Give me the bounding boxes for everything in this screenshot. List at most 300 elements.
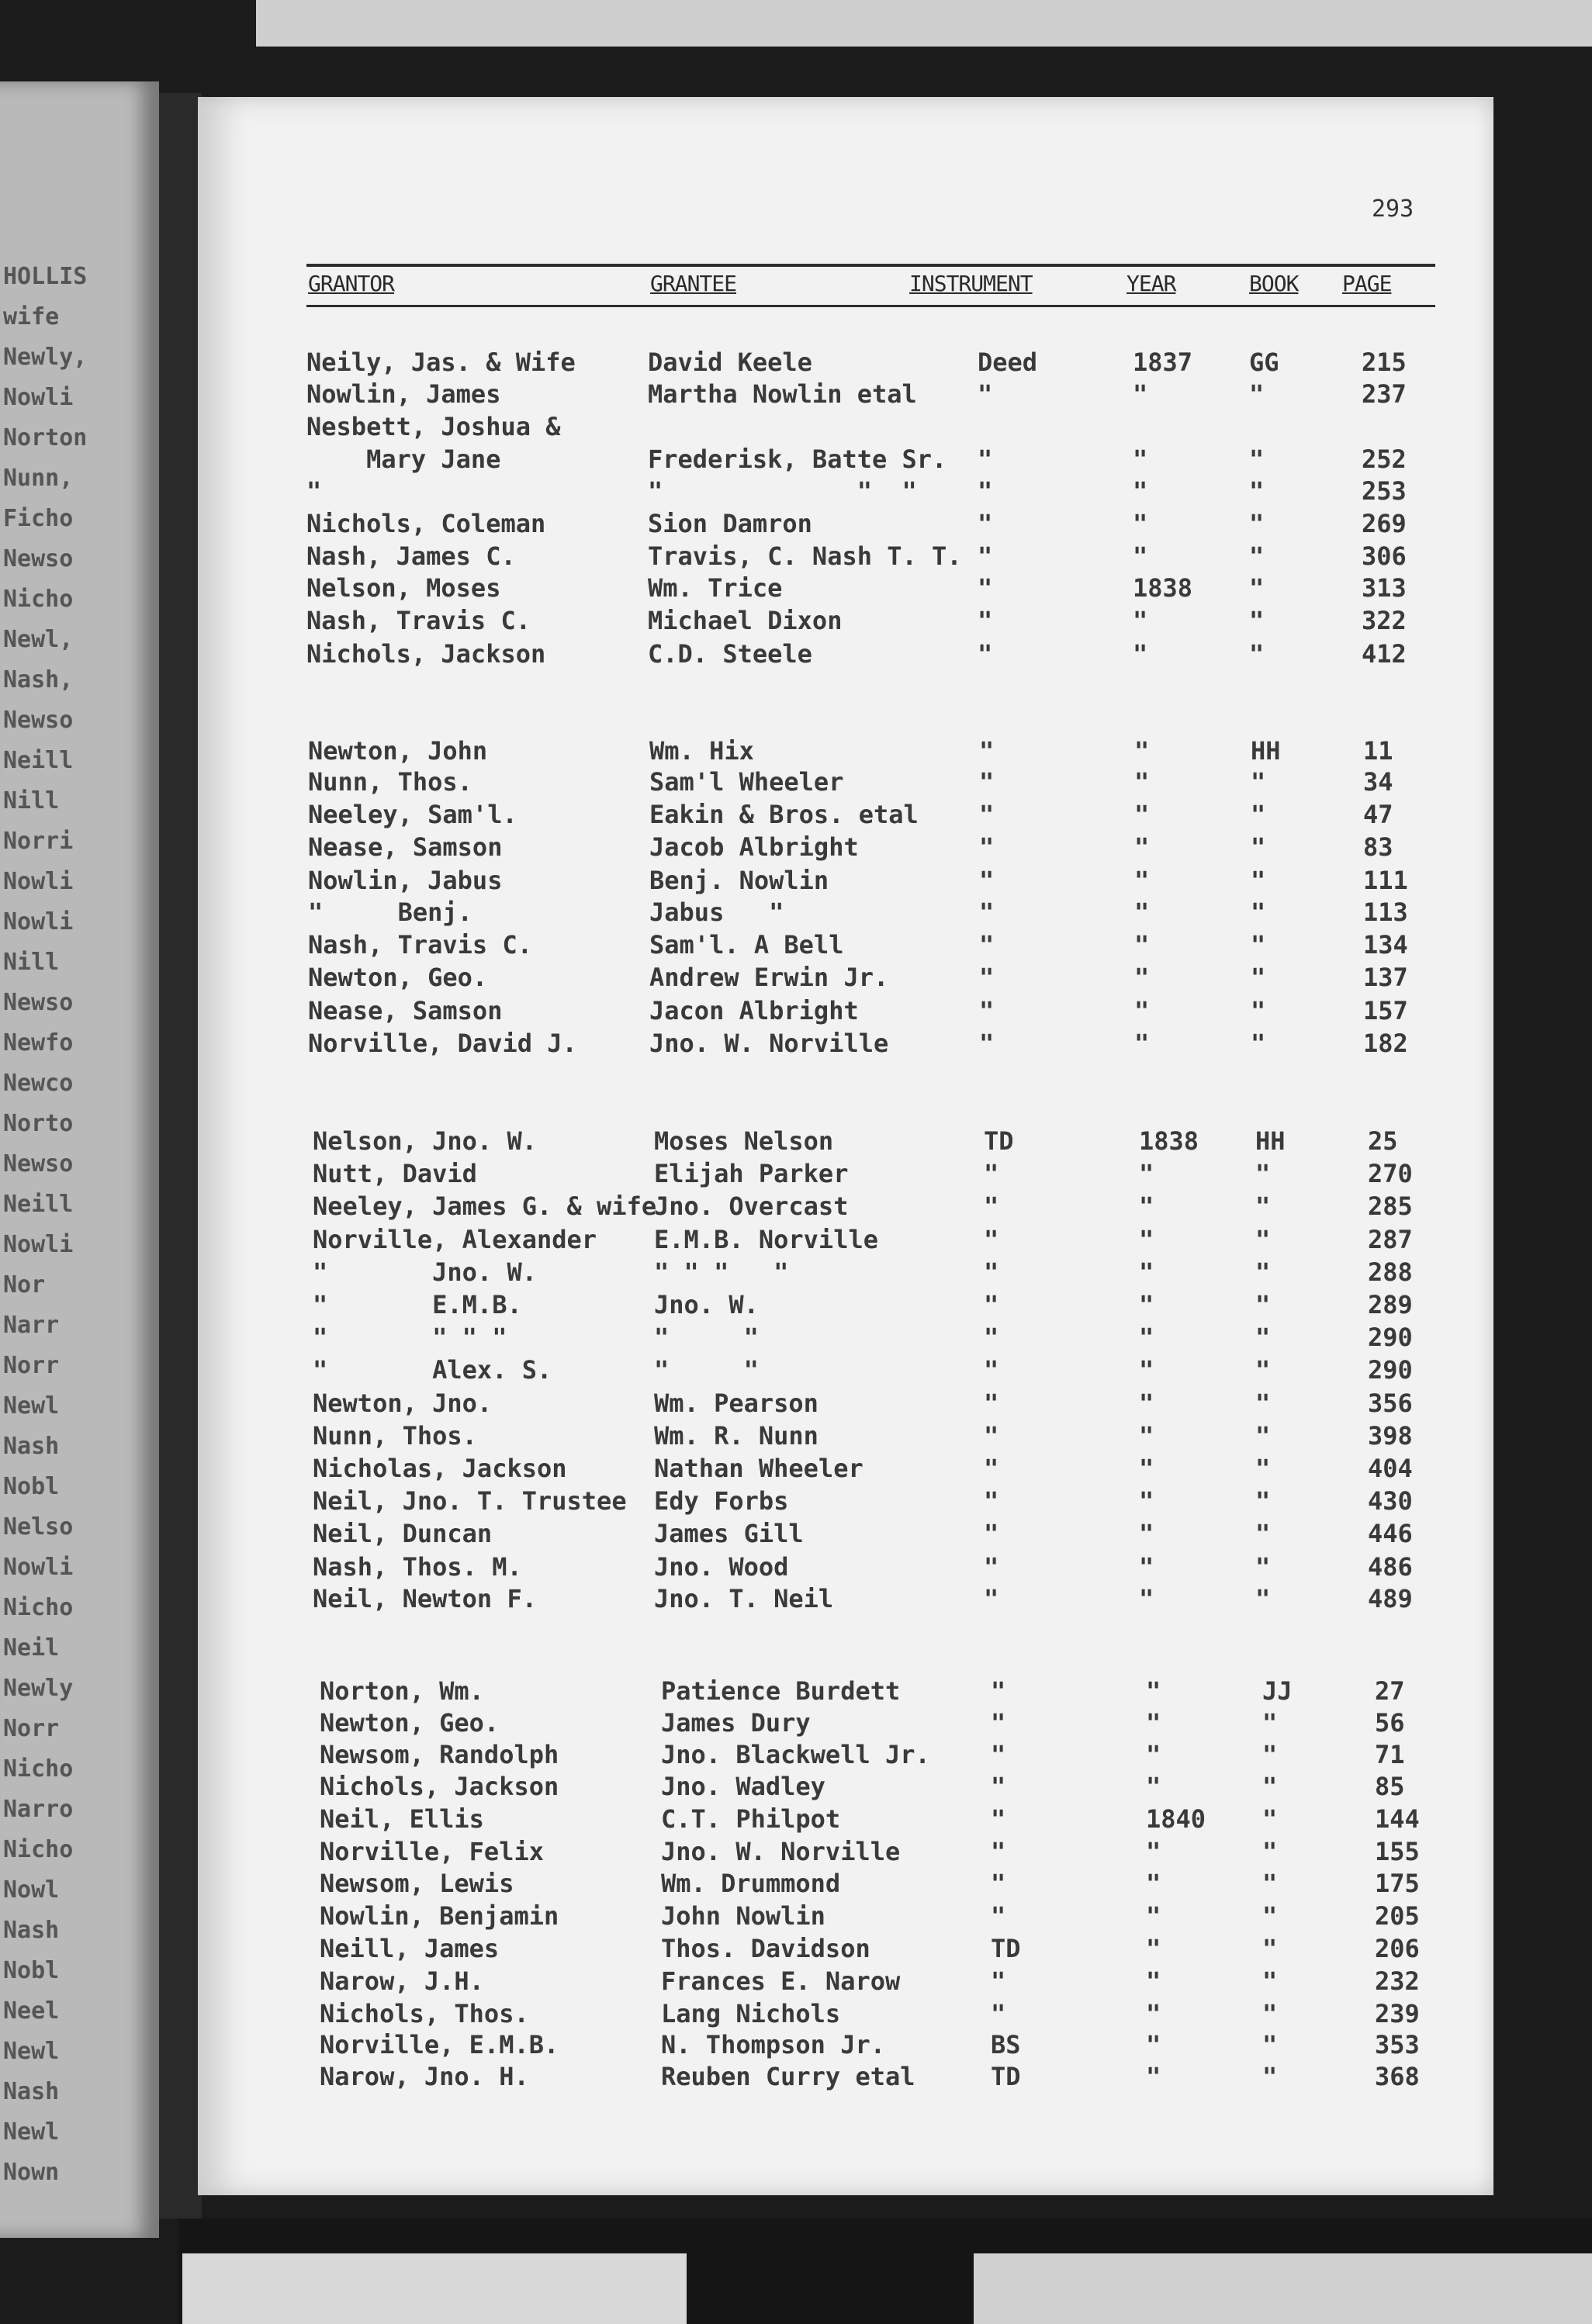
ledger-row: [308, 929, 1433, 960]
cell-grantee: Jacob Albright: [649, 832, 859, 862]
cell-page: 239: [1375, 1999, 1420, 2028]
cell-book: ": [1255, 1323, 1271, 1352]
cell-book: ": [1262, 1837, 1278, 1866]
cell-instrument: ": [984, 1323, 999, 1352]
cell-page: 232: [1375, 1966, 1420, 1996]
ledger-row: [313, 1453, 1438, 1484]
cell-instrument: ": [979, 832, 995, 862]
cell-grantee: Jno. Wadley: [661, 1772, 825, 1801]
cell-grantor: Nunn, Thos.: [313, 1421, 477, 1451]
cell-instrument: ": [991, 1772, 1006, 1801]
cell-instrument: ": [978, 444, 993, 474]
ledger-row: [313, 1354, 1438, 1385]
cell-page: 252: [1362, 444, 1407, 474]
cell-instrument: ": [979, 963, 995, 992]
cell-grantee: Martha Nowlin etal: [648, 379, 917, 409]
cell-year: ": [1133, 476, 1148, 506]
ledger-row: [308, 832, 1433, 863]
left-page-fragment: Nill: [3, 949, 60, 976]
cell-grantor: Nease, Samson: [308, 996, 503, 1025]
cell-book: ": [1255, 1519, 1271, 1548]
left-page-fragment: Newfo: [3, 1030, 74, 1057]
cell-page: 34: [1363, 767, 1393, 797]
cell-book: ": [1251, 996, 1266, 1025]
cell-page: 285: [1368, 1191, 1413, 1221]
cell-grantor: Neil, Jno. T. Trustee: [313, 1486, 627, 1516]
cell-book: GG: [1249, 348, 1279, 377]
cell-grantee: Andrew Erwin Jr.: [649, 963, 889, 992]
left-page-fragment: Newso: [3, 546, 74, 572]
left-page-fragment: Neill: [3, 748, 74, 774]
cell-grantee: Jno. W. Norville: [649, 1029, 889, 1058]
cell-year: ": [1139, 1584, 1154, 1613]
cell-grantor: Nichols, Thos.: [320, 1999, 529, 2028]
cell-grantee: Jno. W. Norville: [661, 1837, 901, 1866]
cell-page: 269: [1362, 509, 1407, 538]
cell-page: 430: [1368, 1486, 1413, 1516]
ledger-row: [313, 1485, 1438, 1516]
cell-year: ": [1139, 1552, 1154, 1582]
cell-grantor: Nash, Travis C.: [308, 930, 532, 960]
ledger-row: [313, 1224, 1438, 1255]
cell-page: 287: [1368, 1225, 1413, 1254]
left-page-fragment: Newl: [3, 2039, 60, 2065]
cell-grantor: Nowlin, James: [306, 379, 501, 409]
cell-book: HH: [1251, 736, 1281, 766]
cell-grantor: Neil, Ellis: [320, 1804, 484, 1834]
cell-year: ": [1146, 1901, 1161, 1931]
left-page-fragment: Neel: [3, 1998, 60, 2025]
left-page-fragment: Ficho: [3, 506, 74, 532]
cell-grantor: Norville, David J.: [308, 1029, 577, 1058]
cell-page: 111: [1363, 866, 1408, 895]
cell-instrument: ": [984, 1454, 999, 1483]
cell-grantee: Frances E. Narow: [661, 1966, 901, 1996]
cell-page: 253: [1362, 476, 1407, 506]
header-grantor: GRANTOR: [308, 271, 395, 296]
cell-year: ": [1134, 1029, 1150, 1058]
cell-grantor: Neill, James: [320, 1934, 500, 1963]
cell-book: ": [1262, 2062, 1278, 2091]
cell-grantee: Jacon Albright: [649, 996, 859, 1025]
cell-book: ": [1262, 1708, 1278, 1738]
cell-page: 205: [1375, 1901, 1420, 1931]
left-page-fragment: Newly: [3, 1676, 74, 1702]
left-page-fragment: HOLLIS: [3, 264, 88, 290]
cell-year: ": [1146, 1966, 1161, 1996]
cell-instrument: ": [991, 1869, 1006, 1898]
cell-grantor: Nash, Travis C.: [306, 606, 531, 635]
ledger-row: [306, 508, 1431, 539]
cell-book: ": [1251, 767, 1266, 797]
cell-grantee: Frederisk, Batte Sr.: [648, 444, 947, 474]
ledger-row: [320, 1836, 1445, 1867]
cell-page: 155: [1375, 1837, 1420, 1866]
ledger-row: [308, 766, 1433, 797]
cell-year: ": [1139, 1486, 1154, 1516]
cell-page: 134: [1363, 930, 1408, 960]
cell-year: 1838: [1133, 573, 1193, 603]
cell-instrument: ": [984, 1191, 999, 1221]
left-page-fragment: Nash: [3, 1918, 60, 1944]
cell-page: 71: [1375, 1740, 1405, 1769]
header-top-rule: [306, 264, 1435, 267]
cell-instrument: ": [984, 1519, 999, 1548]
cell-year: ": [1134, 930, 1150, 960]
cell-grantor: Newsom, Randolph: [320, 1740, 559, 1769]
cell-book: ": [1262, 1804, 1278, 1834]
cell-page: 398: [1368, 1421, 1413, 1451]
cell-book: ": [1251, 897, 1266, 927]
left-page-fragment: Narro: [3, 1797, 74, 1823]
cell-grantor: Norville, Alexander: [313, 1225, 597, 1254]
cell-book: ": [1249, 476, 1265, 506]
cell-instrument: ": [984, 1552, 999, 1582]
cell-book: ": [1255, 1389, 1271, 1418]
cell-book: ": [1262, 1740, 1278, 1769]
left-page-fragment: Nowli: [3, 869, 74, 895]
cell-year: ": [1134, 736, 1150, 766]
ledger-row: [308, 1028, 1433, 1059]
ledger-row: [313, 1126, 1438, 1157]
ledger-row: [320, 2029, 1445, 2060]
cell-instrument: ": [978, 541, 993, 571]
cell-grantor: Nowlin, Benjamin: [320, 1901, 559, 1931]
cell-grantor: " Benj.: [308, 897, 472, 927]
ledger-row: [320, 2061, 1445, 2092]
cell-grantor: Norton, Wm.: [320, 1676, 484, 1706]
cell-year: ": [1146, 1999, 1161, 2028]
ledger-row: [320, 1933, 1445, 1964]
cell-year: ": [1146, 1934, 1161, 1963]
cell-instrument: ": [978, 476, 993, 506]
cell-page: 215: [1362, 348, 1407, 377]
cell-grantor: Norville, E.M.B.: [320, 2030, 559, 2059]
cell-book: ": [1255, 1552, 1271, 1582]
cell-instrument: TD: [991, 1934, 1021, 1963]
cell-grantor: Narow, Jno. H.: [320, 2062, 529, 2091]
left-page-fragment: Nobl: [3, 1474, 60, 1500]
left-page-fragment: Nowli: [3, 1555, 74, 1581]
cell-instrument: ": [991, 1676, 1006, 1706]
cell-page: 144: [1375, 1804, 1420, 1834]
cell-grantor: " Alex. S.: [313, 1355, 552, 1385]
left-page-fragment: Nicho: [3, 1595, 74, 1621]
cell-page: 489: [1368, 1584, 1413, 1613]
ledger-row: [306, 379, 1431, 410]
cell-grantor: Newton, Geo.: [320, 1708, 500, 1738]
ledger-row: [306, 444, 1431, 475]
cell-book: ": [1255, 1584, 1271, 1613]
cell-grantee: " ": [654, 1355, 759, 1385]
cell-book: ": [1255, 1355, 1271, 1385]
header-instrument: INSTRUMENT: [909, 271, 1033, 296]
cell-grantee: N. Thompson Jr.: [661, 2030, 885, 2059]
left-page-fragment: Newco: [3, 1070, 74, 1097]
ledger-row: [313, 1551, 1438, 1582]
cell-grantee: Sam'l Wheeler: [649, 767, 844, 797]
ledger-row: [320, 1771, 1445, 1802]
cell-instrument: ": [991, 1708, 1006, 1738]
ledger-row: [320, 1900, 1445, 1931]
cell-year: 1837: [1133, 348, 1193, 377]
cell-book: ": [1251, 1029, 1266, 1058]
cell-instrument: ": [984, 1584, 999, 1613]
cell-grantee: Nathan Wheeler: [654, 1454, 863, 1483]
cell-instrument: ": [978, 606, 993, 635]
cell-grantee: Sam'l. A Bell: [649, 930, 844, 960]
left-page-fragment: Norr: [3, 1716, 60, 1742]
left-page-fragment: Nowli: [3, 909, 74, 935]
left-page-fragment: Nash: [3, 2079, 60, 2105]
header-year: YEAR: [1127, 271, 1176, 296]
cell-grantor: Neil, Newton F.: [313, 1584, 537, 1613]
cell-year: ": [1146, 2030, 1161, 2059]
cell-grantee: Wm. Pearson: [654, 1389, 818, 1418]
cell-page: 83: [1363, 832, 1393, 862]
cell-page: 206: [1375, 1934, 1420, 1963]
ledger-row: [313, 1518, 1438, 1549]
header-bottom-rule: [306, 305, 1435, 307]
left-page-fragment: Norton: [3, 425, 88, 451]
cell-grantee: Jno. T. Neil: [654, 1584, 834, 1613]
ledger-row: [320, 1739, 1445, 1770]
bottom-paper-edge-left: [182, 2253, 687, 2324]
cell-grantee: Benj. Nowlin: [649, 866, 829, 895]
left-page-fragment: Newly,: [3, 344, 88, 371]
cell-grantee: Jno. Blackwell Jr.: [661, 1740, 930, 1769]
left-page-fragment: Nash,: [3, 667, 74, 693]
cell-book: ": [1262, 1999, 1278, 2028]
cell-grantor: Nelson, Jno. W.: [313, 1126, 537, 1156]
cell-grantor: " E.M.B.: [313, 1290, 522, 1319]
cell-book: ": [1251, 832, 1266, 862]
cell-book: ": [1255, 1290, 1271, 1319]
cell-instrument: ": [991, 1837, 1006, 1866]
left-page-fragment: Newl: [3, 1393, 60, 1420]
left-page-fragment: Nobl: [3, 1958, 60, 1984]
ledger-row: [320, 1707, 1445, 1738]
ledger-row: [308, 865, 1433, 896]
header-page: PAGE: [1342, 271, 1392, 296]
left-page-fragment: Newso: [3, 1151, 74, 1178]
cell-grantee: Jno. Overcast: [654, 1191, 849, 1221]
cell-year: ": [1146, 1772, 1161, 1801]
cell-instrument: ": [978, 379, 993, 409]
cell-year: ": [1134, 866, 1150, 895]
cell-grantee: James Gill: [654, 1519, 804, 1548]
cell-grantee: Wm. Hix: [649, 736, 754, 766]
cell-year: ": [1146, 1740, 1161, 1769]
cell-page: 404: [1368, 1454, 1413, 1483]
ledger-row: [320, 1868, 1445, 1899]
cell-grantee: Jno. W.: [654, 1290, 759, 1319]
ledger-row: [313, 1322, 1438, 1353]
cell-grantee: Eakin & Bros. etal: [649, 800, 919, 829]
cell-instrument: ": [991, 1901, 1006, 1931]
cell-book: HH: [1255, 1126, 1286, 1156]
left-page-fragment: Neill: [3, 1191, 74, 1218]
cell-grantee: E.M.B. Norville: [654, 1225, 878, 1254]
cell-book: ": [1251, 866, 1266, 895]
cell-year: ": [1133, 444, 1148, 474]
left-page-fragment: Norr: [3, 1353, 60, 1379]
cell-grantor: Nicholas, Jackson: [313, 1454, 567, 1483]
cell-year: ": [1139, 1159, 1154, 1188]
cell-instrument: ": [984, 1290, 999, 1319]
cell-book: ": [1262, 2030, 1278, 2059]
left-page-fragment: Nicho: [3, 1756, 74, 1783]
cell-grantor: Nesbett, Joshua &: [306, 412, 561, 441]
cell-book: ": [1251, 930, 1266, 960]
header-book: BOOK: [1249, 271, 1299, 296]
cell-book: ": [1262, 1772, 1278, 1801]
cell-grantor: Nash, James C.: [306, 541, 516, 571]
cell-grantor: " Jno. W.: [313, 1257, 537, 1287]
left-page-fragment: Nowli: [3, 1232, 74, 1258]
cell-year: ": [1139, 1454, 1154, 1483]
ledger-row: [306, 572, 1431, 603]
cell-grantee: Jno. Wood: [654, 1552, 789, 1582]
cell-instrument: ": [991, 1999, 1006, 2028]
cell-grantor: Newton, Geo.: [308, 963, 488, 992]
cell-instrument: ": [984, 1257, 999, 1287]
cell-page: 353: [1375, 2030, 1420, 2059]
cell-page: 182: [1363, 1029, 1408, 1058]
cell-instrument: ": [978, 639, 993, 669]
cell-year: ": [1139, 1323, 1154, 1352]
cell-grantor: Nowlin, Jabus: [308, 866, 503, 895]
cell-instrument: ": [979, 897, 995, 927]
left-page-fragment: Nown: [3, 2160, 60, 2186]
ledger-row: [308, 962, 1433, 993]
ledger-row: [306, 411, 1431, 442]
cell-book: ": [1249, 444, 1265, 474]
cell-year: ": [1134, 963, 1150, 992]
cell-grantor: Narow, J.H.: [320, 1966, 484, 1996]
cell-instrument: ": [984, 1389, 999, 1418]
cell-page: 113: [1363, 897, 1408, 927]
cell-book: ": [1251, 963, 1266, 992]
cell-page: 237: [1362, 379, 1407, 409]
cell-year: ": [1133, 606, 1148, 635]
cell-grantor: Newton, Jno.: [313, 1389, 493, 1418]
cell-page: 486: [1368, 1552, 1413, 1582]
cell-page: 11: [1363, 736, 1393, 766]
cell-instrument: ": [984, 1421, 999, 1451]
cell-grantor: Mary Jane: [306, 444, 501, 474]
cell-grantor: Nelson, Moses: [306, 573, 501, 603]
cell-book: ": [1255, 1225, 1271, 1254]
ledger-row: [320, 1676, 1445, 1707]
cell-grantor: Nichols, Coleman: [306, 509, 546, 538]
cell-page: 290: [1368, 1355, 1413, 1385]
cell-grantee: Edy Forbs: [654, 1486, 789, 1516]
cell-year: ": [1139, 1355, 1154, 1385]
left-page-fragment: Neil: [3, 1635, 60, 1662]
cell-page: 322: [1362, 606, 1407, 635]
cell-year: ": [1139, 1290, 1154, 1319]
cell-page: 446: [1368, 1519, 1413, 1548]
cell-grantee: C.T. Philpot: [661, 1804, 841, 1834]
cell-year: 1838: [1139, 1126, 1199, 1156]
cell-book: ": [1255, 1454, 1271, 1483]
cell-year: ": [1133, 379, 1148, 409]
left-page-fragment: Newl: [3, 2119, 60, 2146]
cell-book: ": [1251, 800, 1266, 829]
cell-grantee: Patience Burdett: [661, 1676, 901, 1706]
cell-page: 56: [1375, 1708, 1405, 1738]
header-grantee: GRANTEE: [650, 271, 737, 296]
cell-grantor: ": [306, 476, 322, 506]
cell-year: ": [1139, 1257, 1154, 1287]
cell-book: ": [1249, 509, 1265, 538]
cell-page: 356: [1368, 1389, 1413, 1418]
left-page-fragment: Nowl: [3, 1877, 60, 1904]
left-page-fragment: Nicho: [3, 1837, 74, 1863]
cell-grantee: Wm. Trice: [648, 573, 783, 603]
cell-year: ": [1133, 541, 1148, 571]
cell-instrument: ": [979, 736, 995, 766]
cell-book: ": [1262, 1934, 1278, 1963]
ledger-row: [306, 347, 1431, 378]
left-page-fragment: Nelso: [3, 1514, 74, 1541]
cell-year: ": [1146, 2062, 1161, 2091]
left-page-fragment: Nunn,: [3, 465, 74, 492]
cell-year: ": [1134, 996, 1150, 1025]
cell-grantor: Nichols, Jackson: [306, 639, 546, 669]
ledger-row: [313, 1158, 1438, 1189]
cell-grantee: Travis, C. Nash T. T.: [648, 541, 962, 571]
cell-book: ": [1262, 1869, 1278, 1898]
ledger-row: [308, 799, 1433, 830]
cell-grantee: Thos. Davidson: [661, 1934, 870, 1963]
cell-year: ": [1139, 1519, 1154, 1548]
cell-year: ": [1139, 1389, 1154, 1418]
ledger-row: [306, 541, 1431, 572]
cell-grantee: " " ": [648, 476, 917, 506]
cell-grantor: Nash, Thos. M.: [313, 1552, 522, 1582]
cell-instrument: ": [984, 1355, 999, 1385]
cell-year: ": [1146, 1869, 1161, 1898]
cell-grantor: Nichols, Jackson: [320, 1772, 559, 1801]
ledger-row: [308, 897, 1433, 928]
cell-page: 270: [1368, 1159, 1413, 1188]
cell-year: ": [1146, 1708, 1161, 1738]
cell-instrument: ": [979, 1029, 995, 1058]
left-page-fragment: Newso: [3, 990, 74, 1016]
cell-page: 25: [1368, 1126, 1398, 1156]
cell-instrument: ": [978, 573, 993, 603]
cell-year: ": [1139, 1225, 1154, 1254]
cell-page: 85: [1375, 1772, 1405, 1801]
cell-year: ": [1134, 800, 1150, 829]
cell-year: ": [1133, 509, 1148, 538]
cell-grantor: Newsom, Lewis: [320, 1869, 514, 1898]
cell-page: 288: [1368, 1257, 1413, 1287]
ledger-row: [320, 1804, 1445, 1835]
cell-year: ": [1146, 1837, 1161, 1866]
cell-book: ": [1249, 573, 1265, 603]
cell-book: ": [1255, 1257, 1271, 1287]
left-page-fragment: Nash: [3, 1433, 60, 1460]
cell-book: ": [1262, 1966, 1278, 1996]
cell-year: ": [1134, 832, 1150, 862]
page-number: 293: [1372, 195, 1414, 223]
cell-page: 157: [1363, 996, 1408, 1025]
cell-grantee: C.D. Steele: [648, 639, 812, 669]
page-gutter: [159, 93, 202, 2219]
